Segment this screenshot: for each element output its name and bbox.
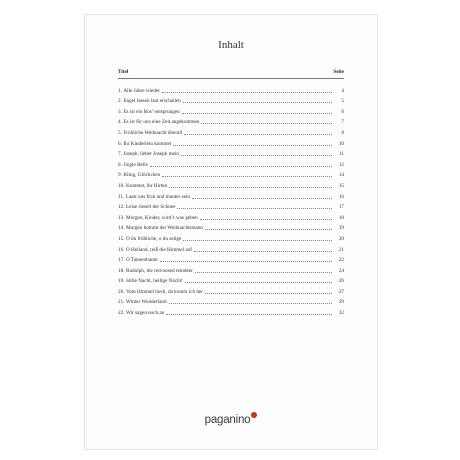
toc-entry-title: Kommet, ihr Hirten	[125, 182, 168, 189]
toc-entry-number: 18.	[118, 267, 125, 274]
toc-entry-number: 7.	[118, 151, 122, 158]
dot-leader	[201, 123, 332, 124]
dot-leader	[181, 155, 332, 156]
toc-entry-number: 16.	[118, 246, 125, 253]
dot-leader	[205, 293, 332, 294]
toc-entry-number: 14.	[118, 225, 125, 232]
toc-entry-number: 12.	[118, 204, 125, 211]
logo-mark-icon	[251, 412, 257, 418]
toc-entry-title: Alle Jahre wieder	[123, 87, 160, 94]
toc-entry-page: 4	[341, 87, 344, 94]
toc-entry	[118, 210, 344, 221]
column-header-page: Seite	[333, 69, 344, 75]
dot-leader	[192, 198, 332, 199]
toc-entry-page: 5	[341, 98, 344, 105]
toc-entry-number: 10.	[118, 182, 125, 189]
toc-entry	[118, 115, 344, 126]
toc-entry	[118, 104, 344, 115]
toc-header	[118, 69, 344, 75]
toc-entry	[118, 221, 344, 232]
toc-entry-title: Wir sagen euch an	[125, 310, 165, 317]
toc-entry-page: 26	[338, 278, 344, 285]
toc-entry-title: Vom Himmel hoch, da komm ich her	[125, 288, 203, 295]
dot-leader	[166, 314, 332, 315]
toc-entry-page: 29	[338, 299, 344, 306]
toc-entry	[118, 178, 344, 189]
column-header-title: Titel	[118, 69, 129, 75]
toc-list	[118, 83, 344, 316]
dot-leader	[183, 240, 332, 241]
toc-entry-number: 13.	[118, 214, 125, 221]
dot-leader	[162, 92, 332, 93]
toc-entry-number: 19.	[118, 278, 125, 285]
toc-entry-title: Fröhliche Weihnacht überall	[123, 129, 183, 136]
toc-entry-page: 18	[338, 214, 344, 221]
toc-entry-title: Ihr Kinderlein kommet	[123, 140, 172, 147]
toc-entry-page: 19	[338, 225, 344, 232]
toc-entry-page: 12	[338, 161, 344, 168]
toc-entry-page: 22	[338, 257, 344, 264]
toc-entry	[118, 147, 344, 158]
toc-entry-title: Joseph, lieber Joseph mein	[123, 151, 180, 158]
dot-leader	[185, 282, 332, 283]
toc-entry-title: Stille Nacht, heilige Nacht!	[125, 278, 183, 285]
toc-entry	[118, 305, 344, 316]
toc-entry-page: 20	[338, 235, 344, 242]
toc-entry-number: 21.	[118, 299, 125, 306]
dot-leader	[184, 134, 332, 135]
toc-entry	[118, 168, 344, 179]
publisher-logo-text: paganino	[204, 414, 251, 426]
toc-entry-page: 15	[338, 182, 344, 189]
dot-leader	[150, 166, 332, 167]
toc-entry-page: 10	[338, 140, 344, 147]
toc-entry-title: O Heiland, reiß die Himmel auf	[125, 246, 192, 253]
dot-leader	[177, 208, 332, 209]
toc-entry-number: 20.	[118, 288, 125, 295]
toc-entry-number: 5.	[118, 129, 122, 136]
header-divider	[118, 78, 344, 79]
dot-leader	[200, 219, 332, 220]
publisher-logo	[85, 414, 377, 426]
toc-entry-number: 22.	[118, 310, 125, 317]
toc-entry-title: Morgen, Kinder, wird’s was geben	[125, 214, 198, 221]
toc-entry	[118, 189, 344, 200]
toc-entry-page: 11	[339, 151, 344, 158]
toc-entry-number: 9.	[118, 172, 122, 179]
toc-entry-number: 15.	[118, 235, 125, 242]
toc-entry	[118, 125, 344, 136]
toc-entry-title: O du fröhliche, o du selige	[125, 235, 182, 242]
dot-leader	[205, 229, 332, 230]
page-title: Inhalt	[218, 39, 244, 51]
toc-entry-number: 6.	[118, 140, 122, 147]
toc-entry-page: 14	[338, 172, 344, 179]
toc-entry-number: 17.	[118, 257, 125, 264]
dot-leader	[169, 187, 332, 188]
toc-entry	[118, 231, 344, 242]
toc-entry-title: Jingle Bells	[123, 161, 148, 168]
dot-leader	[162, 176, 332, 177]
toc-entry	[118, 83, 344, 94]
toc-entry-title: Lasst uns froh und munter sein	[125, 193, 190, 200]
toc-entry-title: Engel lassen laut erschallen	[123, 98, 181, 105]
dot-leader	[169, 303, 332, 304]
toc-entry-number: 1.	[118, 87, 122, 94]
toc-entry-title: Es ist für uns eine Zeit angekommen	[123, 119, 200, 126]
toc-entry-page: 32	[338, 310, 344, 317]
toc-entry-title: Es ist ein Ros’ entsprungen	[123, 108, 180, 115]
toc-entry-page: 8	[341, 129, 344, 136]
dot-leader	[160, 261, 332, 262]
dot-leader	[182, 113, 332, 114]
toc-entry	[118, 94, 344, 105]
toc-entry-page: 21	[338, 246, 344, 253]
toc-entry	[118, 253, 344, 264]
toc-entry-page: 27	[338, 288, 344, 295]
toc-entry-number: 4.	[118, 119, 122, 126]
toc-entry-title: Morgen kommt der Weihnachtsmann	[125, 225, 204, 232]
document-page	[84, 14, 378, 450]
toc-entry-number: 2.	[118, 98, 122, 105]
toc-entry	[118, 274, 344, 285]
toc-entry	[118, 136, 344, 147]
toc-entry	[118, 284, 344, 295]
toc-entry-title: Kling, Glöckchen	[123, 172, 161, 179]
toc-entry-number: 8.	[118, 161, 122, 168]
toc-entry-title: O Tannenbaum	[125, 257, 158, 264]
toc-entry	[118, 263, 344, 274]
toc-entry	[118, 157, 344, 168]
toc-entry	[118, 295, 344, 306]
dot-leader	[194, 251, 332, 252]
dot-leader	[195, 272, 332, 273]
toc-entry-number: 3.	[118, 108, 122, 115]
dot-leader	[173, 145, 332, 146]
toc-entry-title: Rudolph, the red-nosed reindeer	[125, 267, 193, 274]
toc-entry-page: 17	[338, 204, 344, 211]
toc-entry-title: Winter Wonderland	[125, 299, 167, 306]
toc-entry	[118, 242, 344, 253]
toc-entry	[118, 200, 344, 211]
toc-entry-page: 16	[338, 193, 344, 200]
dot-leader	[183, 102, 332, 103]
toc-entry-title: Leise rieselt der Schnee	[125, 204, 176, 211]
toc-entry-page: 7	[341, 119, 344, 126]
toc-entry-number: 11.	[118, 193, 125, 200]
toc-entry-page: 24	[338, 267, 344, 274]
toc-entry-page: 6	[341, 108, 344, 115]
